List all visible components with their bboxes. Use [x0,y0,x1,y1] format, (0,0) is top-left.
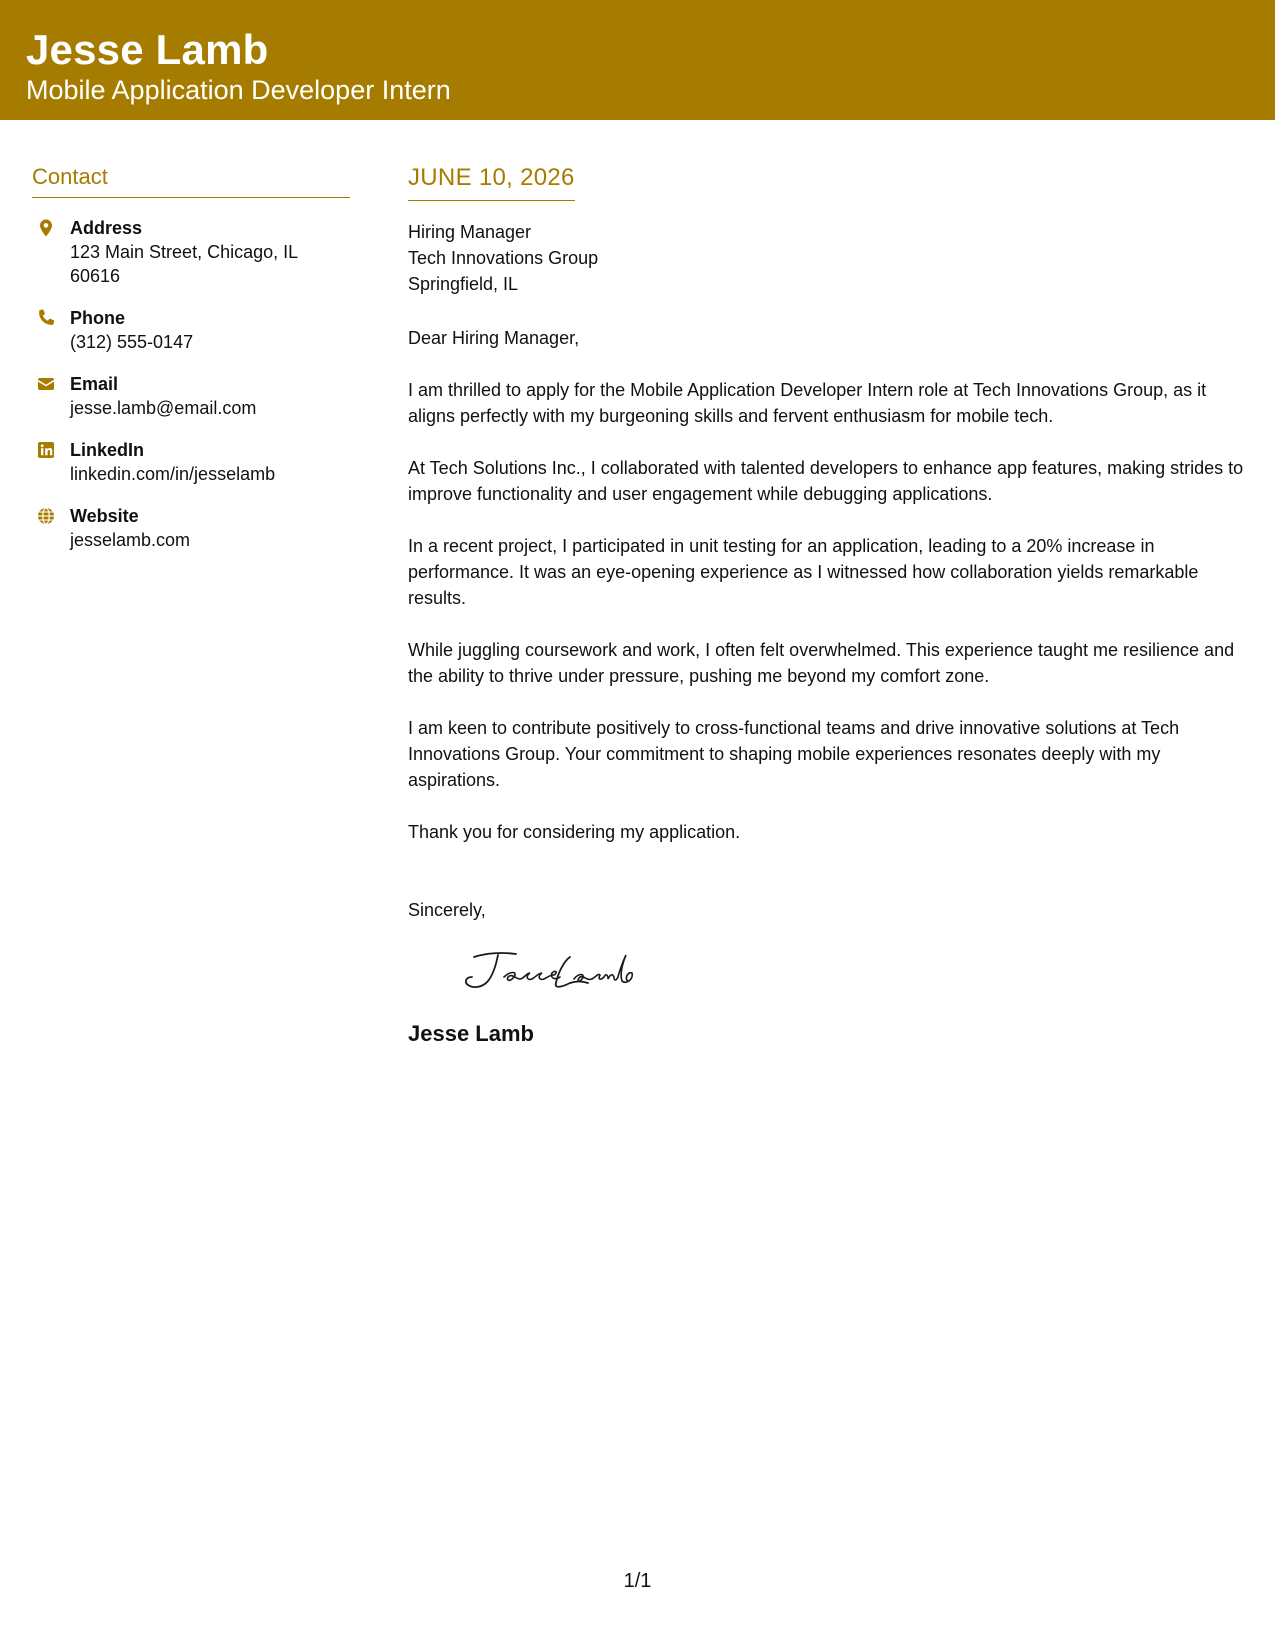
contact-linkedin [32,438,350,486]
address-value: 123 Main Street, Chicago, IL 60616 [70,242,298,286]
header-banner [0,0,1275,120]
recipient-block [408,219,1248,297]
recipient-line: Hiring Manager [408,222,532,242]
contact-address [32,216,350,288]
letter-body [408,163,1248,1048]
salutation: Dear Hiring Manager, [408,328,580,348]
website-label: Website [70,506,139,526]
letter-paragraph: While juggling coursework and work, I often felt overwhelmed. This experience taught me resilience and the ability to thrive under pressure, pushing me beyond my comfort zone. [408,640,1235,686]
handwritten-signature [446,939,646,999]
recipient-line: Tech Innovations Group [408,248,599,268]
applicant-role: Mobile Application Developer Intern [26,75,451,105]
letter-paragraph: Thank you for considering my application. [408,822,741,842]
phone-icon [36,308,56,328]
contact-sidebar [32,163,350,552]
letter-date: JUNE 10, 2026 [408,163,575,201]
page-number: 1/1 [623,1570,652,1592]
letter-paragraph: I am thrilled to apply for the Mobile Application Developer Intern role at Tech Innovations Group, as it aligns perfectly with my burgeoning skills and fervent enthusiasm for mobile tech. [408,380,1207,426]
applicant-name: Jesse Lamb [26,26,269,73]
linkedin-label: LinkedIn [70,440,145,460]
closing: Sincerely, [408,900,486,920]
linkedin-icon [36,440,56,460]
map-pin-icon [36,218,56,238]
phone-label: Phone [70,308,126,328]
address-label: Address [70,218,143,238]
recipient-line: Springfield, IL [408,274,519,294]
letter-paragraph: At Tech Solutions Inc., I collaborated with talented developers to enhance app features, making strides to improve functionality and user engagement while debugging applications. [408,458,1244,504]
letter-paragraph: In a recent project, I participated in unit testing for an application, leading to a 20% increase in performance. It was an eye-opening experience as I witnessed how collaboration yields remarkable results. [408,536,1199,608]
envelope-icon [36,374,56,394]
website-value: jesselamb.com [70,530,191,550]
letter-paragraph: I am keen to contribute positively to cross-functional teams and drive innovative solutions at Tech Innovations Group. Your commitment to shaping mobile experiences resonates deeply with my aspirations. [408,718,1180,790]
phone-value: (312) 555-0147 [70,332,194,352]
signer-name: Jesse Lamb [408,1021,534,1046]
contact-section-title: Contact [32,163,350,198]
globe-icon [36,506,56,526]
contact-email [32,372,350,420]
email-label: Email [70,374,119,394]
email-value: jesse.lamb@email.com [70,398,257,418]
linkedin-value: linkedin.com/in/jesselamb [70,464,276,484]
contact-website [32,504,350,552]
contact-phone [32,306,350,354]
